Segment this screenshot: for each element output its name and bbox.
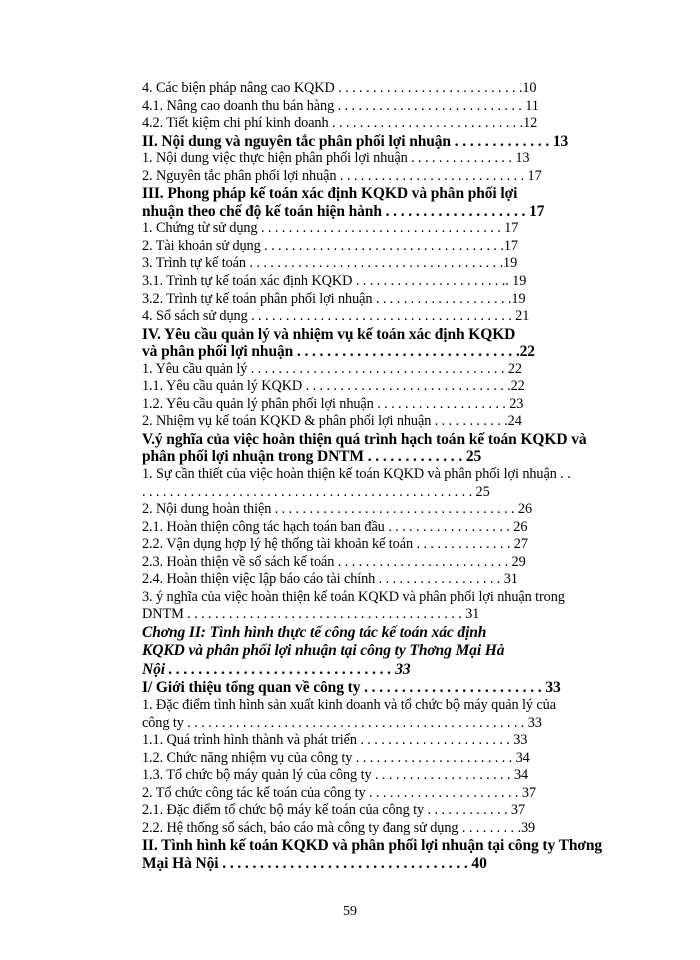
toc-entry: DNTM . . . . . . . . . . . . . . . . . . . . . . . . . . . . . . . . . . . . . . . . 31 bbox=[142, 606, 480, 623]
toc-entry: 1.1. Yêu cầu quản lý KQKD . . . . . . . . . . . . . . . . . . . . . . . . . . . . . .22 bbox=[142, 378, 525, 395]
toc-entry: 2.3. Hoàn thiện về sổ sách kế toán . . . . . . . . . . . . . . . . . . . . . . . . . 29 bbox=[142, 553, 526, 570]
toc-entry: 2. Nguyên tắc phân phối lợi nhuận . . . . . . . . . . . . . . . . . . . . . . . . . . . 17 bbox=[142, 167, 542, 184]
toc-section-heading: I/ Giới thiệu tổng quan về công ty . . . . . . . . . . . . . . . . . . . . . . . . 33 bbox=[142, 679, 561, 697]
toc-entry: 1.1. Quá trình hình thành và phát triển . . . . . . . . . . . . . . . . . . . . . . 33 bbox=[142, 732, 528, 749]
toc-entry: 3.2. Trình tự kế toán phân phối lợi nhuận . . . . . . . . . . . . . . . . . . . .19 bbox=[142, 290, 526, 307]
toc-chapter-heading: KQKD và phân phối lợi nhuận tại công ty Thơng Mại Hà bbox=[142, 642, 505, 660]
toc-entry: 3. ý nghĩa của việc hoàn thiện kế toán KQKD và phân phối lợi nhuận trong bbox=[142, 588, 565, 605]
toc-entry: 4.2. Tiết kiệm chi phí kinh doanh . . . . . . . . . . . . . . . . . . . . . . . . . . . .12 bbox=[142, 115, 538, 132]
toc-entry: 1.3. Tổ chức bộ máy quản lý của công ty . . . . . . . . . . . . . . . . . . . . 34 bbox=[142, 767, 529, 784]
toc-entry: . . . . . . . . . . . . . . . . . . . . . . . . . . . . . . . . . . . . . . . . . . . . . . . . 25 bbox=[142, 483, 490, 500]
toc-entry: 2. Tài khoản sử dụng . . . . . . . . . . . . . . . . . . . . . . . . . . . . . . . . . . .17 bbox=[142, 237, 518, 254]
table-of-contents bbox=[142, 80, 656, 872]
toc-entry: 2.2. Hệ thống sổ sách, báo cáo mà công ty đang sử dụng . . . . . . . . .39 bbox=[142, 819, 536, 836]
toc-section-heading: II. Tình hình kế toán KQKD và phân phối lợi nhuận tại công ty Thơng bbox=[142, 837, 603, 855]
toc-entry: 1.2. Yêu cầu quản lý phân phối lợi nhuận . . . . . . . . . . . . . . . . . . . 23 bbox=[142, 395, 524, 412]
toc-entry: 2.1. Đặc điểm tổ chức bộ máy kế toán của công ty . . . . . . . . . . . . 37 bbox=[142, 802, 525, 819]
toc-section-heading: phân phối lợi nhuận trong DNTM . . . . . . . . . . . . . 25 bbox=[142, 448, 482, 466]
page-number: 59 bbox=[343, 904, 357, 919]
toc-entry: 2.4. Hoàn thiện việc lập báo cáo tài chính . . . . . . . . . . . . . . . . . . 31 bbox=[142, 571, 518, 588]
toc-chapter-heading: Chơng II: Tình hình thực tế công tác kế toán xác định bbox=[142, 623, 487, 641]
toc-entry: 2. Tổ chức công tác kế toán của công ty . . . . . . . . . . . . . . . . . . . . . . 37 bbox=[142, 784, 536, 801]
toc-entry: 1. Yêu cầu quản lý . . . . . . . . . . . . . . . . . . . . . . . . . . . . . . . . . . . . . 22 bbox=[142, 360, 522, 377]
toc-entry: 1. Đặc điểm tình hình sản xuất kinh doanh và tổ chức bộ máy quản lý của bbox=[142, 697, 556, 713]
toc-section-heading: III. Phong pháp kế toán xác định KQKD và phân phối lợi bbox=[142, 185, 518, 203]
toc-section-heading: V.ý nghĩa của việc hoàn thiện quá trình hạch toán kế toán KQKD và bbox=[142, 430, 587, 448]
toc-chapter-heading: Nội . . . . . . . . . . . . . . . . . . . . . . . . . . . . . . 33 bbox=[142, 660, 411, 678]
toc-entry: 4.1. Nâng cao doanh thu bán hàng . . . . . . . . . . . . . . . . . . . . . . . . . . . 11 bbox=[142, 97, 539, 114]
toc-entry: công ty . . . . . . . . . . . . . . . . . . . . . . . . . . . . . . . . . . . . . . . . . . . . . . . . . 33 bbox=[142, 714, 542, 731]
toc-entry: 2. Nội dung hoàn thiện . . . . . . . . . . . . . . . . . . . . . . . . . . . . . . . . . . . 26 bbox=[142, 501, 533, 518]
toc-entry: 2.1. Hoàn thiện công tác hạch toán ban đầu . . . . . . . . . . . . . . . . . . 26 bbox=[142, 518, 528, 535]
toc-section-heading: II. Nội dung và nguyên tắc phân phối lợi nhuận . . . . . . . . . . . . . 13 bbox=[142, 132, 569, 150]
toc-entry: 2. Nhiệm vụ kế toán KQKD & phân phối lợi nhuận . . . . . . . . . . .24 bbox=[142, 413, 522, 430]
toc-entry: 1. Nội dung việc thực hiện phân phối lợi nhuận . . . . . . . . . . . . . . . 13 bbox=[142, 150, 530, 167]
toc-section-heading: và phân phối lợi nhuận . . . . . . . . . . . . . . . . . . . . . . . . . . . . . .22 bbox=[142, 343, 535, 361]
toc-entry: 2.2. Vận dụng hợp lý hệ thống tài khoản kế toán . . . . . . . . . . . . . . 27 bbox=[142, 536, 528, 553]
toc-entry: 1. Sự cần thiết của việc hoàn thiện kế toán KQKD và phân phối lợi nhuận . . bbox=[142, 466, 571, 483]
toc-entry: 3.1. Trình tự kế toán xác định KQKD . . . . . . . . . . . . . . . . . . . . . .. 19 bbox=[142, 273, 527, 290]
toc-entry: 4. Sổ sách sử dụng . . . . . . . . . . . . . . . . . . . . . . . . . . . . . . . . . . . . . . 21 bbox=[142, 308, 530, 325]
toc-entry: 1. Chứng từ sử dụng . . . . . . . . . . . . . . . . . . . . . . . . . . . . . . . . . . . 17 bbox=[142, 220, 519, 237]
toc-section-heading: IV. Yêu cầu quản lý và nhiệm vụ kế toán xác định KQKD bbox=[142, 325, 516, 343]
toc-entry: 3. Trình tự kế toán . . . . . . . . . . . . . . . . . . . . . . . . . . . . . . . . . . . . .19 bbox=[142, 255, 518, 272]
toc-entry: 4. Các biện pháp nâng cao KQKD . . . . . . . . . . . . . . . . . . . . . . . . . . .10 bbox=[142, 80, 537, 96]
toc-section-heading: Mại Hà Nội . . . . . . . . . . . . . . . . . . . . . . . . . . . . . . . . . 40 bbox=[142, 854, 487, 872]
toc-section-heading: nhuận theo chế độ kế toán hiện hành . . . . . . . . . . . . . . . . . . . 17 bbox=[142, 202, 545, 220]
toc-entry: 1.2. Chức năng nhiệm vụ của công ty . . . . . . . . . . . . . . . . . . . . . . . 34 bbox=[142, 749, 530, 766]
